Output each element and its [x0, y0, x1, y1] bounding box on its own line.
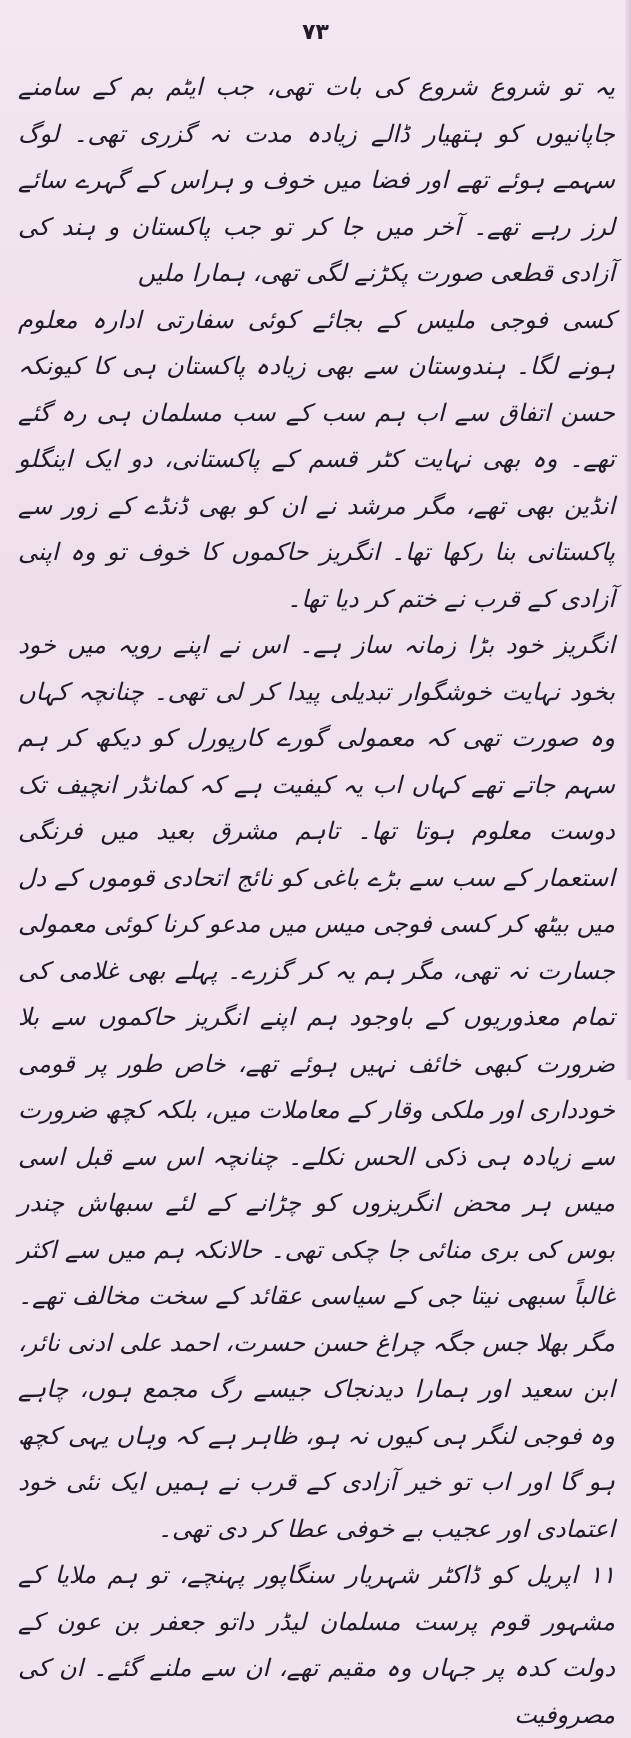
paragraph-1: یہ تو شروع شروع کی بات تھی، جب ایٹم بم کے سامنے جاپانیوں کو ہتھیار ڈالے زیادہ مدت نہ گزری تھی۔ لوگ سہمے ہوئے تھے اور فضا میں خوف و ہراس کے گہرے سائے لرز رہے تھے۔ آخر میں جا کر تو جب پاکستان و ہند کی آزادی قطعی صورت پکڑنے لگی تھی، ہمارا ملیں [18, 73, 615, 287]
paragraph-2: کسی فوجی ملیس کے بجائے کوئی سفارتی ادارہ معلوم ہونے لگا۔ ہندوستان سے بھی زیادہ پاکستان ہی کا کیونکہ حسن اتفاق سے اب ہم سب کے سب مسلمان ہی رہ گئے تھے۔ وہ بھی نہایت کٹر قسم کے پاکستانی، دو ایک اینگلو انڈین بھی تھے، مگر مرشد نے ان کو بھی ڈنڈے کے زور سے پاکستانی بنا رکھا تھا۔ انگریز حاکموں کا خوف تو وہ اپنی آزادی کے قرب نے ختم کر دیا تھا۔ [18, 305, 615, 613]
paragraph-3: انگریز خود بڑا زمانہ ساز ہے۔ اس نے اپنے رویہ میں خود بخود نہایت خوشگوار تبدیلی پیدا کر لی تھی۔ چنانچہ کہاں وہ صورت تھی کہ معمولی گورے کارپورل کو دیکھ کر ہم سہم جاتے تھے کہاں اب یہ کیفیت ہے کہ کمانڈر انچیف تک دوست معلوم ہوتا تھا۔ تاہم مشرق بعید میں فرنگی استعمار کے سب سے بڑے باغی کو نائج اتحادی قوموں کے دل میں بیٹھ کر کسی فوجی میس میں مدعو کرنا کوئی معمولی جسارت نہ تھی، مگر ہم یہ کر گزرے۔ پہلے بھی غلامی کی تمام معذوریوں کے باوجود ہم اپنے انگریز حاکموں سے بلا ضرورت کبھی خائف نہیں ہوئے تھے، خاص طور پر قومی خودداری اور ملکی وقار کے معاملات میں، بلکہ کچھ ضرورت سے زیادہ ہی ذکی الحس نکلے۔ چنانچہ اس سے قبل اسی میس ہر محض انگریزوں کو چڑانے کے لئے سبھاش چندر بوس کی بری منائی جا چکی تھی۔ حالانکہ ہم میں سے اکثر غالباً سبھی نیتا جی کے سیاسی عقائد کے سخت مخالف تھے۔ مگر بھلا جس جگہ چراغ حسن حسرت، احمد علی ادنی نائر، ابن سعید اور ہمارا دیدنجاک جیسے رگ مجمع ہوں، چاہے وہ فوجی لنگر ہی کیوں نہ ہو، ظاہر ہے کہ وہاں یہی کچھ ہو گا اور اب تو خیر آزادی کے قرب نے ہمیں ایک نئی خود اعتمادی اور عجیب بے خوفی عطا کر دی تھی۔ [18, 631, 615, 1543]
page-number: ۷۳ [302, 20, 329, 45]
urdu-body-text [18, 64, 615, 1738]
paragraph-4: ۱۱ اپریل کو ڈاکٹر شہریار سنگاپور پہنچے، تو ہم ملایا کے مشہور قوم پرست مسلمان لیڈر داتو جعفر بن عون کے دولت کدہ پر جہاں وہ مقیم تھے، ان سے ملنے گئے۔ ان کی مصروفیت [18, 1561, 615, 1729]
page-edge-shadow [625, 0, 631, 1080]
